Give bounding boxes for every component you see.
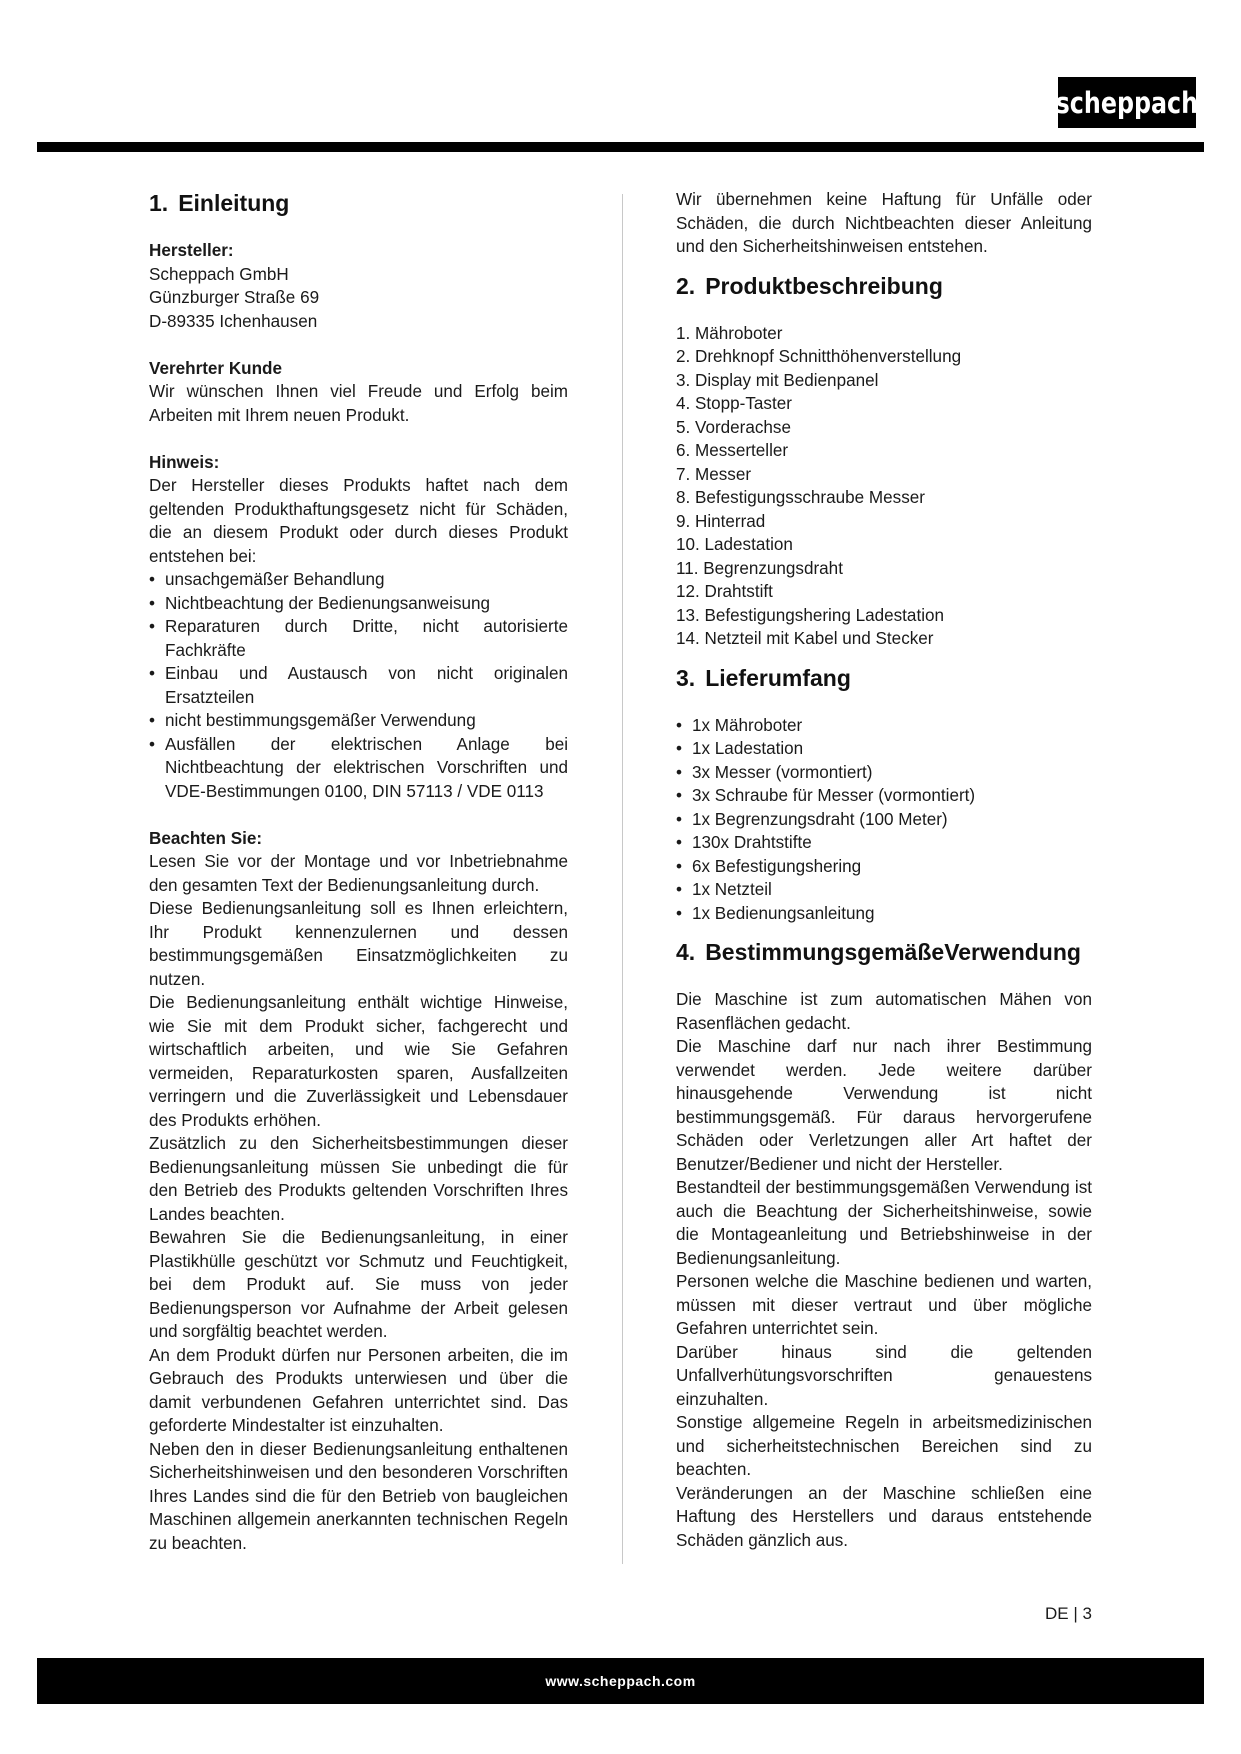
column-divider [622,194,623,1564]
brand-logo-text: scheppach [1055,85,1199,120]
paragraph: Die Bedienungsanleitung enthält wichtige Hinweise, wie Sie mit dem Produkt sicher, fachgerecht und wirtschaftlich arbeiten, und wie Sie Gefahren vermeiden, Reparaturkosten sparen, Ausfallzeiten verringern und die Zuverlässigkeit und Lebensdauer des Produkts erhöhen. [149,993,568,1130]
list-item: • 3x Messer (vormontiert) [676,761,1092,785]
paragraph: Die Maschine darf nur nach ihrer Bestimmung verwendet werden. Jede weitere darüber hinausgehende Verwendung ist nicht bestimmungsgemäß. Für daraus hervorgerufene Schäden oder Verletzungen aller Art haftet der Benutzer/Bediener und nicht der Hersteller. [676,1037,1092,1174]
list-item: • Reparaturen durch Dritte, nicht autorisierte Fachkräfte [149,615,568,662]
paragraph: Personen welche die Maschine bedienen und warten, müssen mit dieser vertraut und über mögliche Gefahren unterrichtet sein. [676,1272,1092,1338]
list-item: • nicht bestimmungsgemäßer Verwendung [149,709,568,733]
customer-label: Verehrter Kunde [149,358,282,378]
section-title-introduction: 1. Einleitung [149,190,290,216]
list-item: • Ausfällen der elektrischen Anlage bei Nichtbeachtung der elektrischen Vorschriften und VDE-Bestimmungen 0100, DIN 57113 / VDE 0113 [149,733,568,804]
footer-bar [37,1658,1204,1704]
list-item: • unsachgemäßer Behandlung [149,568,568,592]
list-item: 1. Mähroboter [676,323,783,343]
list-item: 12. Drahtstift [676,582,773,601]
paragraph: Veränderungen an der Maschine schließen eine Haftung des Herstellers und daraus entstehende Schäden gänzlich aus. [676,1483,1092,1550]
manufacturer-street: Günzburger Straße 69 [149,288,320,307]
delivery-list [676,714,1092,926]
paragraph: Die Maschine ist zum automatischen Mähen von Rasenflächen gedacht. [676,990,1092,1033]
list-item: • Einbau und Austausch von nicht originalen Ersatzteilen [149,662,568,709]
section-title-scope-of-delivery: 3. Lieferumfang [676,664,851,691]
paragraph: Neben den in dieser Bedienungsanleitung enthaltenen Sicherheitshinweisen und den besonderen Vorschriften Ihres Landes sind die für den Betrieb von baugleichen Maschinen allgemein anerkannten technischen Regeln zu beachten. [149,1439,568,1553]
list-item: • 130x Drahtstifte [676,831,1092,855]
list-item: • Nichtbeachtung der Bedienungsanweisung [149,592,568,616]
list-item: 11. Begrenzungsdraht [676,558,843,578]
list-item: 4. Stopp-Taster [676,394,792,413]
paragraph: Diese Bedienungsanleitung soll es Ihnen erleichtern, Ihr Produkt kennenzulernen und dessen bestimmungsgemäßen Einsatzmöglichkeiten zu nutzen. [149,899,568,989]
list-item: 6. Messerteller [676,441,789,460]
list-item: 14. Netzteil mit Kabel und Stecker [676,629,934,648]
list-item: • 1x Begrenzungsdraht (100 Meter) [676,808,1092,832]
attention-label: Beachten Sie: [149,828,263,848]
liability-text: Wir übernehmen keine Haftung für Unfälle oder Schäden, die durch Nichtbeachten dieser Anleitung und den Sicherheitshinweisen entstehen. [676,190,1092,256]
list-item: • 1x Mähroboter [676,714,1092,738]
list-item: • 1x Ladestation [676,737,1092,761]
list-item: • 6x Befestigungshering [676,855,1092,879]
paragraph: An dem Produkt dürfen nur Personen arbeiten, die im Gebrauch des Produkts unterwiesen und über die damit verbundenen Gefahren unterrichtet sind. Das geforderte Mindestalter ist einzuhalten. [149,1345,568,1435]
manufacturer-label: Hersteller: [149,241,234,260]
right-column [676,188,1092,1552]
footer-url[interactable]: www.scheppach.com [545,1673,696,1689]
note-list [149,568,568,803]
list-item: 7. Messer [676,464,752,484]
list-item: 9. Hinterrad [676,511,766,531]
note-label: Hinweis: [149,452,220,472]
manufacturer-city: D-89335 Ichenhausen [149,311,318,331]
page-number: DE | 3 [1045,1604,1092,1623]
list-item: 2. Drehknopf Schnitthöhenverstellung [676,347,962,366]
section-title-product-description: 2. Produktbeschreibung [676,272,943,299]
list-item: 10. Ladestation [676,535,793,554]
list-item: 8. Befestigungsschraube Messer [676,488,925,507]
paragraph: Sonstige allgemeine Regeln in arbeitsmedizinischen und sicherheitstechnischen Bereichen sind zu beachten. [676,1413,1092,1479]
paragraph: Bestandteil der bestimmungsgemäßen Verwendung ist auch die Beachtung der Sicherheitshinweise, sowie die Montageanleitung und Betriebshinweise in der Bedienungsanleitung. [676,1178,1092,1268]
list-item: 5. Vorderachse [676,417,791,437]
header-rule [37,142,1204,152]
list-item: 13. Befestigungshering Ladestation [676,605,944,625]
paragraph: Zusätzlich zu den Sicherheitsbestimmungen dieser Bedienungsanleitung müssen Sie unbedingt die für den Betrieb des Produkts geltenden Vorschriften Ihres Landes beachten. [149,1134,568,1224]
paragraph: Lesen Sie vor der Montage und vor Inbetriebnahme den gesamten Text der Bedienungsanleitung durch. [149,852,568,895]
list-item: 3. Display mit Bedienpanel [676,370,879,390]
brand-logo [1055,77,1199,128]
paragraph: Darüber hinaus sind die geltenden Unfallverhütungsvorschriften genauestens einzuhalten. [676,1342,1092,1409]
manufacturer-name: Scheppach GmbH [149,264,289,284]
note-text: Der Hersteller dieses Produkts haftet nach dem geltenden Produkthaftungsgesetz nicht für Schäden, die an diesem Produkt oder durch dieses Produkt entstehen bei: [149,476,568,566]
list-item: • 1x Bedienungsanleitung [676,902,1092,926]
left-column [149,188,568,1555]
list-item: • 1x Netzteil [676,878,1092,902]
customer-text: Wir wünschen Ihnen viel Freude und Erfolg beim Arbeiten mit Ihrem neuen Produkt. [149,382,568,425]
paragraph: Bewahren Sie die Bedienungsanleitung, in einer Plastikhülle geschützt vor Schmutz und Feuchtigkeit, bei dem Produkt auf. Sie muss von jeder Bedienungsperson vor Aufnahme der Arbeit gelesen und sorgfältig beachtet werden. [149,1228,568,1341]
section-title-intended-use: 4. BestimmungsgemäßeVerwendung [676,939,1081,965]
list-item: • 3x Schraube für Messer (vormontiert) [676,784,1092,808]
product-parts-list [676,322,1092,651]
